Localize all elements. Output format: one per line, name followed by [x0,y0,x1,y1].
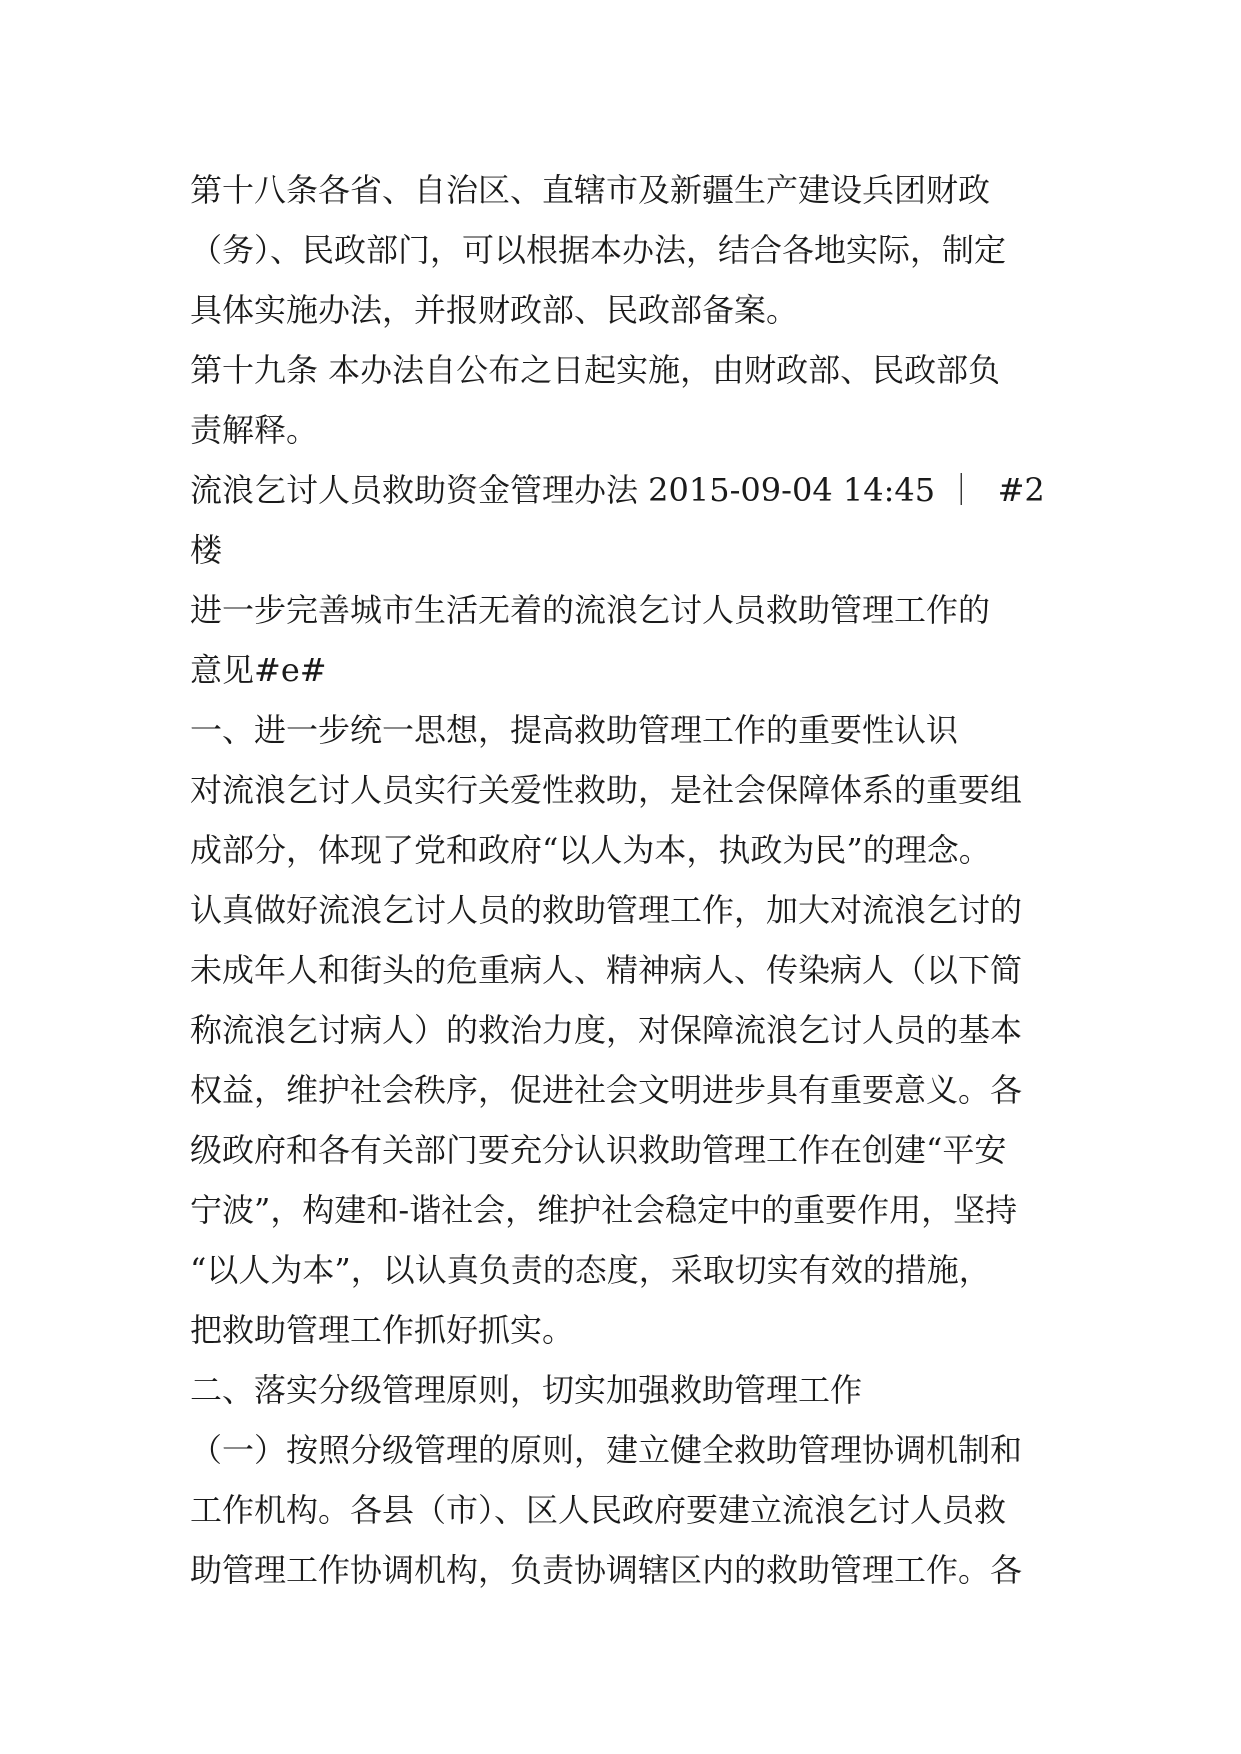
text-line: 权益，维护社会秩序，促进社会文明进步具有重要意义。各 [190,1071,1023,1109]
text-line: 级政府和各有关部门要充分认识救助管理工作在创建“平安 [190,1131,1007,1169]
text-line: 工作机构。各县（市）、区人民政府要建立流浪乞讨人员救 [190,1491,1007,1529]
text-line: 第十九条 本办法自公布之日起实施，由财政部、民政部负 [190,351,1001,389]
text-line: 具体实施办法，并报财政部、民政部备案。 [190,291,799,329]
text-line: 第十八条各省、自治区、直辖市及新疆生产建设兵团财政 [190,171,991,209]
text-line: 认真做好流浪乞讨人员的救助管理工作，加大对流浪乞讨的 [190,891,1023,929]
text-line: 助管理工作协调机构，负责协调辖区内的救助管理工作。各 [190,1551,1023,1589]
text-line: 未成年人和街头的危重病人、精神病人、传染病人（以下简 [190,951,1023,989]
text-line: 责解释。 [190,411,319,449]
text-line: 成部分，体现了党和政府“以人为本，执政为民”的理念。 [190,831,991,869]
text-line: （务）、民政部门，可以根据本办法，结合各地实际，制定 [190,231,1007,269]
text-line: 把救助管理工作抓好抓实。 [190,1311,575,1349]
text-line: 进一步完善城市生活无着的流浪乞讨人员救助管理工作的 [190,591,991,629]
text-line: 意见#e# [190,651,327,689]
text-line: 宁波”，构建和-谐社会，维护社会稳定中的重要作用，坚持 [190,1191,1018,1229]
text-line: “以人为本”，以认真负责的态度，采取切实有效的措施， [190,1251,991,1289]
section-heading: 二、落实分级管理原则，切实加强救助管理工作 [190,1371,863,1409]
text-line: 称流浪乞讨病人）的救治力度，对保障流浪乞讨人员的基本 [190,1011,1023,1049]
text-line: 对流浪乞讨人员实行关爱性救助，是社会保障体系的重要组 [190,771,1023,809]
section-heading: 一、进一步统一思想，提高救助管理工作的重要性认识 [190,711,959,749]
document-body [190,160,1070,1600]
text-line: （一）按照分级管理的原则，建立健全救助管理协调机制和 [190,1431,1023,1469]
text-line: 楼 [190,531,223,569]
post-header-line: 流浪乞讨人员救助资金管理办法 2015-09-04 14:45 ｜ #2 [190,471,1045,509]
